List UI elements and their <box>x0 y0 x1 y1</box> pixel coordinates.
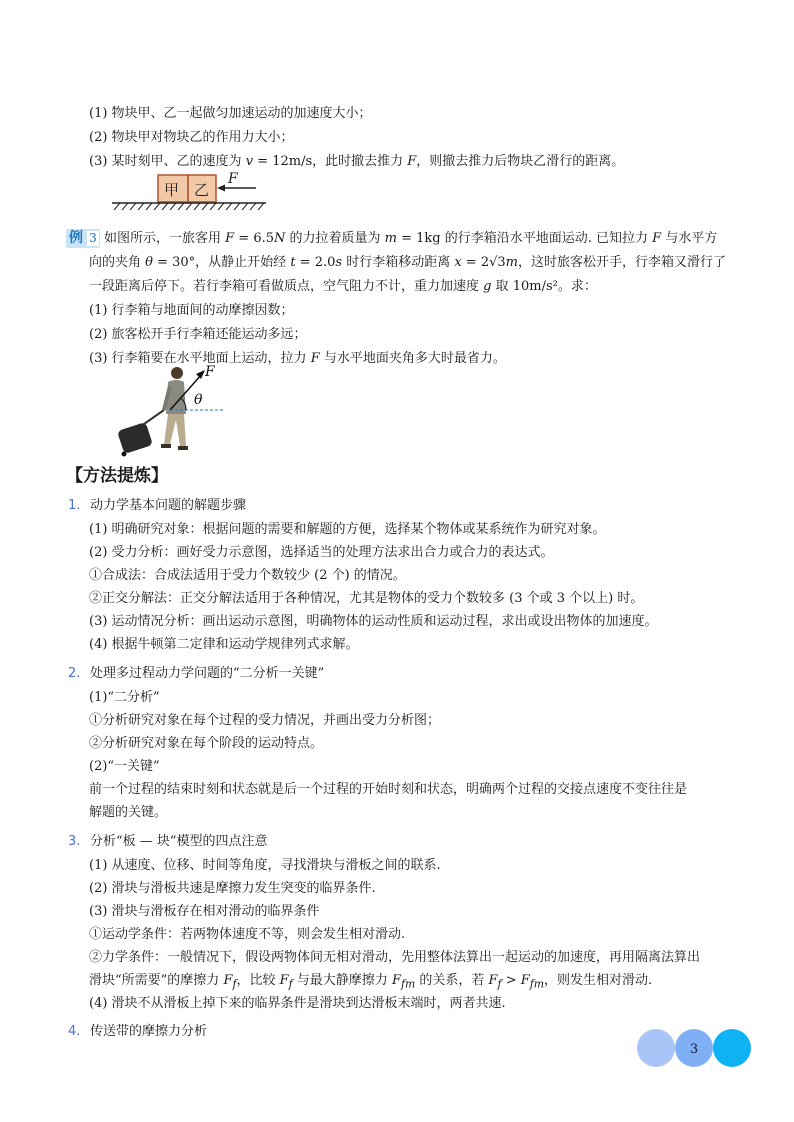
problem2-q1: (1) 物块甲、乙一起做匀加速运动的加速度大小； <box>89 106 372 121</box>
method2-line4: (2)“一关键” <box>89 759 160 774</box>
method3-title: 3. 分析“板 — 块”模型的四点注意 <box>68 834 268 849</box>
method3-line4: ①运动学条件：若两物体速度不等，则会发生相对滑动. <box>89 927 406 942</box>
method2-line5: 前一个过程的结束时刻和状态就是后一个过程的开始时刻和状态，明确两个过程的交接点速度不变往往是 <box>89 782 688 797</box>
example3-q2: (2) 旅客松开手行李箱还能运动多远； <box>89 327 307 342</box>
method3-line6: 滑块“所需要”的摩擦力 $F_f$，比较 $F_f$ 与最大静摩擦力 $F_{fm}$ 的关系，若 $F_f > F_{fm}$，则发生相对滑动. <box>89 973 653 991</box>
method1-line6: (4) 根据牛顿第二定律和运动学规律列式求解。 <box>89 637 359 652</box>
suitcase <box>117 422 153 454</box>
method2-line6: 解题的关键。 <box>89 805 168 820</box>
force-label: F <box>228 172 238 187</box>
method1-line3: ①合成法：合成法适用于受力个数较少 (2 个) 的情况。 <box>89 568 406 583</box>
page-number: 3 <box>689 1042 699 1057</box>
problem2-q3: (3) 某时刻甲、乙的速度为 v = 12m/s，此时撤去推力 F，则撤去推力后物块乙滑行的距离。 <box>89 154 625 169</box>
method3-line1: (1) 从速度、位移、时间等角度，寻找滑块与滑板之间的联系. <box>89 858 441 873</box>
method1-line4: ②正交分解法：正交分解法适用于各种情况，尤其是物体的受力个数较多 (3 个或 3 个以上) 时。 <box>89 591 644 606</box>
method2-line1: (1)“二分析” <box>89 690 160 705</box>
method2-title: 2. 处理多过程动力学问题的“二分析一关键” <box>68 666 325 681</box>
example3-line2: 向的夹角 θ = 30°，从静止开始经 t = 2.0s 时行李箱移动距离 x = 2√3m，这时旅客松开手，行李箱又滑行了 <box>89 255 726 270</box>
method2-line3: ②分析研究对象在每个阶段的运动特点。 <box>89 736 324 751</box>
method1-title: 1. 动力学基本问题的解题步骤 <box>68 498 247 513</box>
traveler-head <box>171 367 183 379</box>
traveler-legs <box>164 414 186 446</box>
ground-hatch <box>114 203 264 210</box>
example-badge <box>66 229 100 248</box>
example3-line3: 一段距离后停下。若行李箱可看做质点，空气阻力不计，重力加速度 g 取 10m/s²。求： <box>89 279 597 294</box>
method3-line5: ②力学条件：一般情况下，假设两物体间无相对滑动，先用整体法算出一起运动的加速度，再用隔离法算出 <box>89 950 701 965</box>
block-jia-label: 甲 <box>164 181 180 199</box>
method4-title: 4. 传送带的摩擦力分析 <box>68 1024 208 1039</box>
block-yi-label: 乙 <box>194 181 210 199</box>
method3-line2: (2) 滑块与滑板共速是摩擦力发生突变的临界条件. <box>89 881 376 896</box>
method3-line3: (3) 滑块与滑板存在相对滑动的临界条件 <box>89 904 320 919</box>
example-badge-label: 例 <box>69 230 83 246</box>
method3-line7: (4) 滑块不从滑板上掉下来的临界条件是滑块到达滑板末端时，两者共速. <box>89 996 506 1011</box>
page-dot-right <box>713 1029 751 1067</box>
traveler-figure <box>110 360 240 458</box>
page-dot-left <box>637 1029 675 1067</box>
method1-line5: (3) 运动情况分析：画出运动示意图，明确物体的运动性质和运动过程，求出或设出物体的加速度。 <box>89 614 658 629</box>
example3-q3: (3) 行李箱要在水平地面上运动，拉力 F 与水平地面夹角多大时最省力。 <box>89 351 506 366</box>
example3-line1: 如图所示，一旅客用 F = 6.5N 的力拉着质量为 m = 1kg 的行李箱沿水平地面运动. 已知拉力 F 与水平方 <box>104 231 718 246</box>
suitcase-handle <box>144 410 164 424</box>
page-number-badge <box>636 1028 752 1068</box>
example3-q1: (1) 行李箱与地面间的动摩擦因数； <box>89 303 294 318</box>
force-arrowhead <box>217 185 225 192</box>
angle-label: θ <box>194 392 203 408</box>
section-title: 【方法提炼】 <box>66 466 168 486</box>
pull-force-label: F <box>205 364 215 380</box>
method2-line2: ①分析研究对象在每个过程的受力情况，并画出受力分析图； <box>89 713 441 728</box>
blocks-figure <box>108 172 268 212</box>
example-badge-number: 3 <box>87 231 99 246</box>
pull-force-arrowhead <box>196 370 205 379</box>
problem2-q2: (2) 物块甲对物块乙的作用力大小； <box>89 130 294 145</box>
method1-line1: (1) 明确研究对象：根据问题的需要和解题的方便，选择某个物体或某系统作为研究对象。 <box>89 522 606 537</box>
method1-line2: (2) 受力分析：画好受力示意图，选择适当的处理方法求出合力或合力的表达式。 <box>89 545 554 560</box>
